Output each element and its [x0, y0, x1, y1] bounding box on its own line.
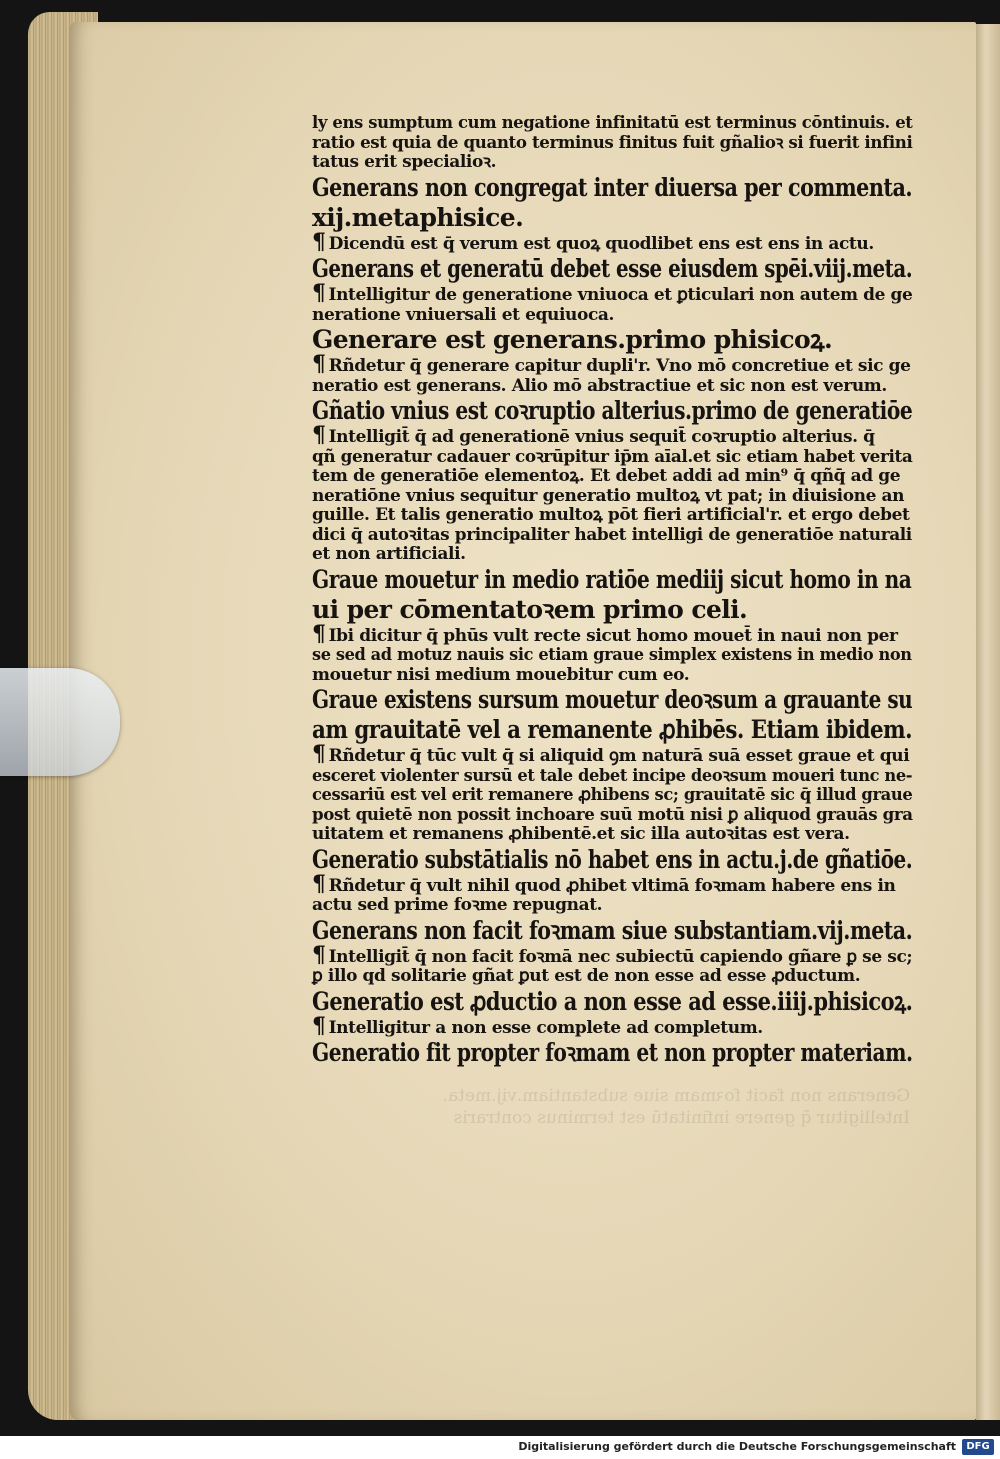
line-text: Intelligit̄ q̄ ad generationē vnius sequit̄ coꝛruptio alterius. q̄: [328, 427, 875, 447]
heading-line: [312, 173, 912, 203]
dfg-logo: DFG: [962, 1439, 994, 1455]
page-text-block: [312, 114, 912, 1068]
body-line: [312, 422, 912, 448]
body-line: [312, 545, 912, 565]
line-text: esceret violenter sursū et tale debet incipe deoꝛsum moueri tunc ne-: [312, 765, 913, 786]
line-text: Rñdetur q̄ vult nihil quod ꝓhibet vltimā foꝛmam habere ens in: [328, 875, 896, 896]
line-text: Generatio fit propter foꝛmam et non propter materiam.: [312, 1038, 913, 1067]
heading-line: [312, 916, 912, 946]
line-text: ui per cōmentatoꝛem primo celi.: [312, 594, 748, 624]
heading-line: [312, 565, 912, 595]
body-line: [312, 377, 912, 397]
line-text: qñ generatur cadauer coꝛrūpitur ip̄m aīal.et sic etiam habet verita: [312, 446, 913, 467]
line-text: Generare est generans.primo phisicoꝝ.: [312, 325, 833, 354]
body-line: [312, 786, 912, 806]
body-line: [312, 666, 912, 686]
line-text: tem de generatiōe elementoꝝ. Et debet addi ad min⁹ q̄ qñq̄ ad ge: [312, 466, 901, 486]
body-line: [312, 870, 912, 897]
line-text: dici q̄ autoꝛitas principaliter habet intelligi de generatiōe naturali: [312, 524, 912, 545]
line-text: Intelligitur de generatione vniuoca et ꝑticulari non autem de ge: [328, 285, 913, 305]
line-text: cessariū est vel erit remanere ꝓhibens sc; grauitatē sic q̄ illud graue: [312, 785, 913, 805]
line-text: Graue mouetur in medio ratiōe mediij sicut homo in na: [312, 564, 912, 594]
pilcrow-mark: ¶: [312, 351, 326, 377]
body-line: [312, 806, 912, 826]
heading-line: [312, 1038, 912, 1068]
line-text: guille. Et talis generatio multoꝝ pōt fieri artificial'r. et ergo debet: [312, 505, 910, 525]
body-line: [312, 741, 912, 767]
pilcrow-mark: ¶: [312, 741, 326, 767]
heading-line: [312, 987, 912, 1017]
pilcrow-mark: ¶: [312, 280, 326, 306]
heading-line: [312, 595, 912, 625]
body-line: [312, 228, 912, 255]
line-text: ratio est quia de quanto terminus finitus fuit gñalioꝛ si fuerit infini: [312, 132, 913, 153]
body-line: [312, 1012, 912, 1039]
body-line: [312, 448, 912, 468]
show-through-text: Generans non facit foꝛmam siue substantiam.vij.meta. Intelligitur q̄ genere infinitatū est terminus contraris: [442, 1086, 910, 1128]
body-line: [312, 467, 912, 487]
line-text: neratiōne vnius sequitur generatio multoꝝ vt pat; in diuisione an: [312, 485, 905, 506]
body-line: [312, 487, 912, 507]
page-clip: [0, 668, 120, 776]
line-text: Rñdetur q̄ generare capitur dupli'r. Vno mō concretiue et sic ge: [328, 356, 911, 376]
body-line: [312, 967, 912, 987]
body-line: [312, 526, 912, 546]
pilcrow-mark: ¶: [312, 941, 326, 968]
line-text: Gñatio vnius est coꝛruptio alterius.primo de generatiōe: [312, 396, 913, 425]
heading-line: [312, 396, 912, 426]
pilcrow-mark: ¶: [312, 620, 326, 647]
line-text: tatus erit specialioꝛ.: [312, 152, 497, 172]
line-text: Intelligitur a non esse complete ad completum.: [328, 1017, 763, 1038]
line-text: Generans et generatū debet esse eiusdem spēi.viij.meta.: [312, 254, 913, 283]
body-line: [312, 825, 912, 845]
body-line: [312, 941, 913, 968]
pilcrow-mark: ¶: [312, 1012, 326, 1039]
line-text: Generans non facit foꝛmam siue substantiam.vij.meta.: [312, 915, 913, 945]
body-line: [312, 646, 912, 666]
line-text: Rñdetur q̄ tūc vult q̄ si aliquid ꝯm naturā suā esset graue et qui: [328, 746, 910, 766]
facing-page-edge: [976, 24, 1000, 1420]
heading-line: [312, 845, 912, 875]
line-text: neratione vniuersali et equiuoca.: [312, 304, 615, 325]
heading-line: [312, 715, 912, 745]
line-text: ꝑ illo qd solitarie gñat ꝑut est de non esse ad esse ꝓductum.: [312, 966, 861, 986]
line-text: mouetur nisi medium mouebitur cum eo.: [312, 664, 690, 685]
body-line: [312, 896, 912, 916]
body-line: [312, 506, 912, 526]
pilcrow-mark: ¶: [312, 870, 326, 897]
heading-line: [312, 685, 912, 715]
pilcrow-mark: ¶: [312, 422, 326, 448]
line-text: Generatio substātialis nō habet ens in actu.j.de gñatiōe.: [312, 844, 913, 874]
body-line: [312, 306, 912, 326]
line-text: ly ens sumptum cum negatione infinitatū est terminus cōntinuis. et: [312, 113, 913, 133]
heading-line: [312, 325, 912, 355]
heading-line: [312, 203, 912, 233]
line-text: uitatem et remanens ꝓhibentē.et sic illa autoꝛitas est vera.: [312, 824, 850, 844]
body-line: [312, 767, 912, 787]
body-line: [312, 620, 912, 647]
line-text: actu sed prime foꝛme repugnat.: [312, 895, 603, 915]
body-line: [312, 114, 912, 134]
line-text: Generans non congregat inter diuersa per commenta.: [312, 172, 913, 202]
body-line: [312, 280, 913, 306]
line-text: Generatio est ꝓductio a non esse ad esse.iiij.phisicoꝝ.: [312, 986, 913, 1016]
body-line: [312, 351, 912, 377]
line-text: post quietē non possit inchoare suū motū nisi ꝑ aliquod grauās gra: [312, 804, 913, 825]
line-text: neratio est generans. Alio mō abstractiue et sic non est verum.: [312, 375, 887, 396]
footer-credit: Digitalisierung gefördert durch die Deutsche Forschungsgemeinschaft: [518, 1440, 956, 1453]
pilcrow-mark: ¶: [312, 228, 326, 255]
line-text: Graue existens sursum mouetur deoꝛsum a grauante su: [312, 685, 913, 714]
footer-bar: [0, 1436, 1000, 1459]
body-line: [312, 153, 912, 173]
line-text: Dicendū est q̄ verum est quoꝝ quodlibet ens est ens in actu.: [328, 233, 874, 254]
line-text: se sed ad motuz nauis sic etiam graue simplex existens in medio non: [312, 645, 912, 665]
line-text: xij.metaphisice.: [312, 202, 524, 232]
body-line: [312, 134, 912, 154]
line-text: am grauitatē vel a remanente ꝓhibēs. Etiam ibidem.: [312, 715, 913, 744]
heading-line: [312, 254, 912, 284]
line-text: Ibi dicitur q̄ phūs vult recte sicut homo mouet̄ in naui non per: [328, 625, 898, 646]
line-text: et non artificiali.: [312, 544, 466, 564]
line-text: Intelligit̄ q̄ non facit foꝛmā nec subiectū capiendo gñare ꝑ se sc;: [328, 946, 913, 967]
